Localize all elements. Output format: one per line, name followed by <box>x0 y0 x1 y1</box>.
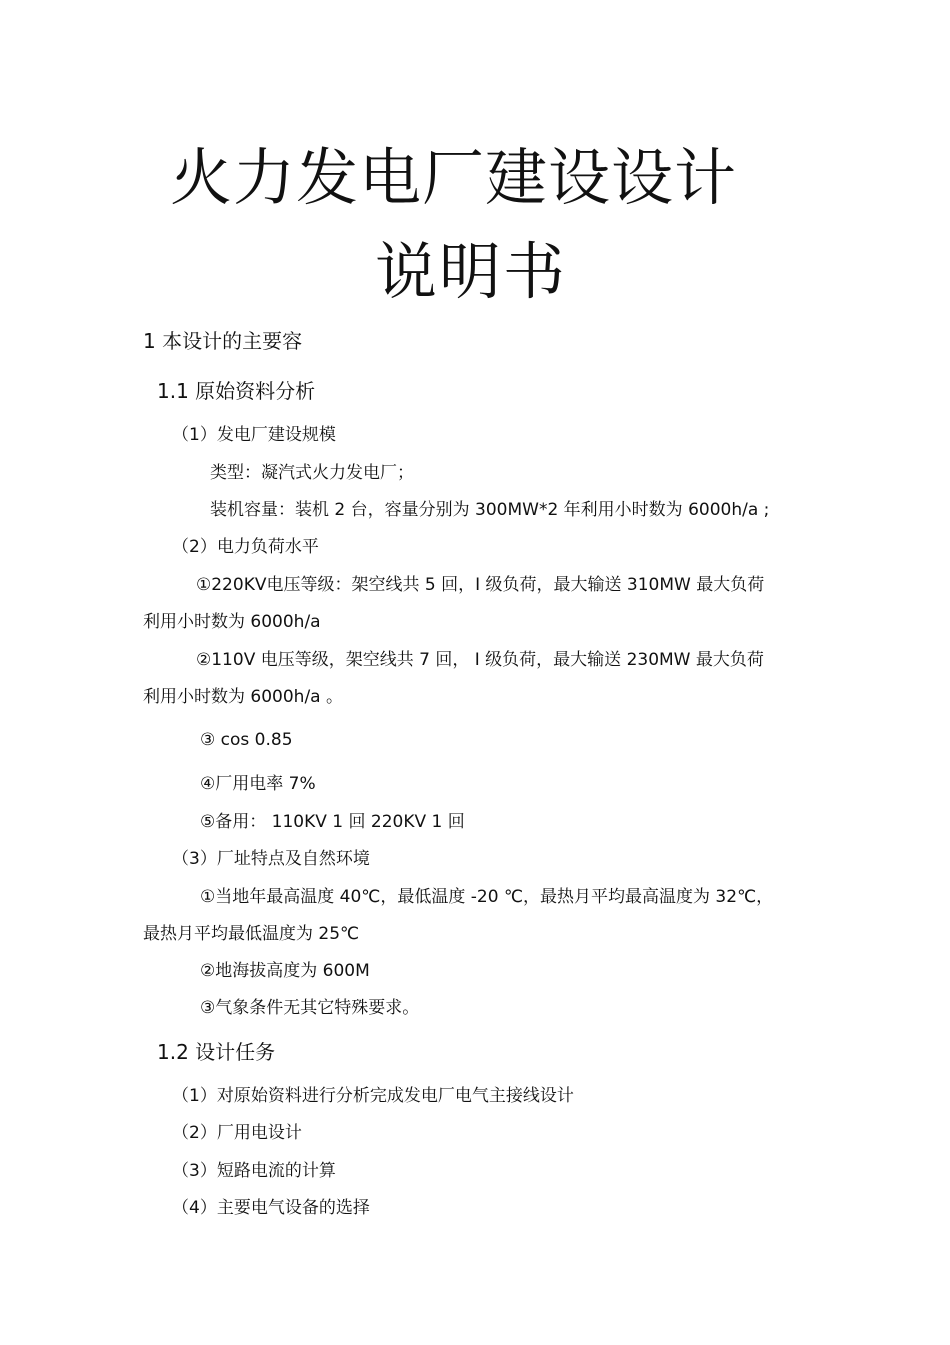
title-line-2: 说明书 <box>375 235 568 308</box>
item-label: （1）发电厂建设规模 <box>172 425 336 445</box>
paragraph-line: ①220KV电压等级：架空线共 5 回，Ⅰ 级负荷，最大输送 310MW 最大负荷 <box>196 575 765 595</box>
paragraph-line: 最热月平均最低温度为 25℃ <box>143 924 360 944</box>
paragraph-line: ⑤备用： 110KV 1 回 220KV 1 回 <box>200 812 465 832</box>
paragraph-line: ②地海拔高度为 600M <box>200 961 370 981</box>
list-item: （1）对原始资料进行分析完成发电厂电气主接线设计 <box>172 1086 574 1106</box>
item-label: （3）厂址特点及自然环境 <box>172 849 370 869</box>
title-line-1: 火力发电厂建设设计 <box>170 141 738 214</box>
list-item: （2）厂用电设计 <box>172 1123 302 1143</box>
paragraph-line: ①当地年最高温度 40℃，最低温度 -20 ℃，最热月平均最高温度为 32℃， <box>200 887 774 907</box>
list-item: （4）主要电气设备的选择 <box>172 1198 370 1218</box>
paragraph-line: 利用小时数为 6000h/a 。 <box>143 687 343 707</box>
paragraph-line: 装机容量：装机 2 台，容量分别为 300MW*2 年利用小时数为 6000h/a ; <box>210 500 770 520</box>
item-label: （2）电力负荷水平 <box>172 537 319 557</box>
paragraph-line: ③ cos 0.85 <box>200 730 293 750</box>
list-item: （3）短路电流的计算 <box>172 1161 336 1181</box>
paragraph-line: 类型：凝汽式火力发电厂； <box>210 463 414 483</box>
subsection-heading: 1.1 原始资料分析 <box>157 379 316 403</box>
paragraph-line: ②110V 电压等级，架空线共 7 回， Ⅰ 级负荷，最大输送 230MW 最大负荷 <box>196 650 764 670</box>
section-heading: 1 本设计的主要容 <box>143 329 303 353</box>
paragraph-line: ③气象条件无其它特殊要求。 <box>200 998 420 1018</box>
paragraph-line: 利用小时数为 6000h/a <box>143 612 321 632</box>
paragraph-line: ④厂用电率 7% <box>200 774 316 794</box>
subsection-heading: 1.2 设计任务 <box>157 1040 276 1064</box>
